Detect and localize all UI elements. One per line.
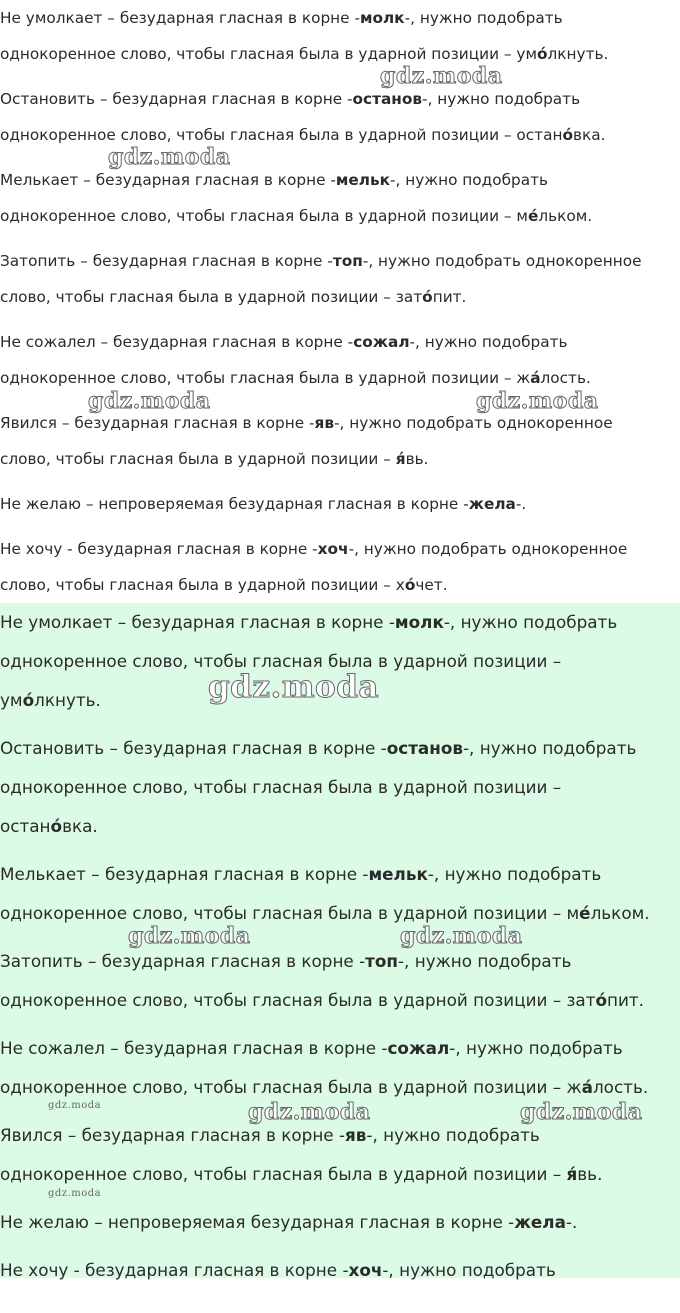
paragraph-sozhalel: Не сожалел – безударная гласная в корне -сожал-, нужно подобрать однокоренное слово, чтобы гласная была в ударной позиции – жа́лость. <box>0 1038 649 1097</box>
paragraph-ostanovit: Остановить – безударная гласная в корне -останов-, нужно подобрать однокоренное слово, чтобы гласная была в ударной позиции – остано́вка. <box>0 738 637 836</box>
answer-section-2 <box>0 603 680 1278</box>
answer-section-1 <box>0 0 680 603</box>
watermark: gdz.moda <box>128 923 251 949</box>
paragraph-yavilsya: Явился – безударная гласная в корне -яв-, нужно подобрать однокоренное слово, чтобы гласная была в ударной позиции – я́вь. <box>0 414 613 468</box>
paragraph-zatopit: Затопить – безударная гласная в корне -топ-, нужно подобрать однокоренное слово, чтобы гласная была в ударной позиции – зато́пит. <box>0 951 645 1010</box>
paragraph-ne-zhelayu: Не желаю – непроверяемая безударная гласная в корне -жела-. <box>0 495 527 513</box>
watermark: gdz.moda <box>520 1099 643 1125</box>
paragraph-ne-hochu: Не хочу - безударная гласная в корне -хоч-, нужно подобрать <box>0 1260 556 1280</box>
watermark: gdz.moda <box>48 1188 102 1199</box>
paragraph-melkaet: Мелькает – безударная гласная в корне -мельк-, нужно подобрать однокоренное слово, чтобы гласная была в ударной позиции – ме́льком. <box>0 171 593 225</box>
watermark: gdz.moda <box>476 388 599 414</box>
paragraph-umolkaet: Не умолкает – безударная гласная в корне -молк-, нужно подобрать однокоренное слово, чтобы гласная была в ударной позиции – умо́лкнуть. <box>0 612 618 710</box>
paragraph-ne-hochu: Не хочу - безударная гласная в корне -хоч-, нужно подобрать однокоренное слово, чтобы гласная была в ударной позиции – хо́чет. <box>0 540 628 594</box>
paragraph-ne-zhelayu: Не желаю – непроверяемая безударная гласная в корне -жела-. <box>0 1212 578 1232</box>
paragraph-ostanovit: Остановить – безударная гласная в корне -останов-, нужно подобрать однокоренное слово, чтобы гласная была в ударной позиции – остано́вка. <box>0 90 606 144</box>
watermark: gdz.moda <box>400 923 523 949</box>
watermark: gdz.moda <box>380 63 503 89</box>
watermark: gdz.moda <box>48 1100 102 1111</box>
watermark: gdz.moda <box>88 388 211 414</box>
paragraph-zatopit: Затопить – безударная гласная в корне -топ-, нужно подобрать однокоренное слово, чтобы гласная была в ударной позиции – зато́пит. <box>0 252 642 306</box>
watermark: gdz.moda <box>248 1099 371 1125</box>
watermark: gdz.moda <box>108 144 231 170</box>
paragraph-umolkaet: Не умолкает – безударная гласная в корне -молк-, нужно подобрать однокоренное слово, чтобы гласная была в ударной позиции – умо́лкнуть. <box>0 9 609 63</box>
paragraph-yavilsya: Явился – безударная гласная в корне -яв-, нужно подобрать однокоренное слово, чтобы гласная была в ударной позиции – я́вь. <box>0 1125 603 1184</box>
paragraph-melkaet: Мелькает – безударная гласная в корне -мельк-, нужно подобрать однокоренное слово, чтобы гласная была в ударной позиции – ме́льком. <box>0 864 650 923</box>
paragraph-sozhalel: Не сожалел – безударная гласная в корне -сожал-, нужно подобрать однокоренное слово, чтобы гласная была в ударной позиции – жа́лость. <box>0 333 591 387</box>
watermark: gdz.moda <box>208 669 379 705</box>
